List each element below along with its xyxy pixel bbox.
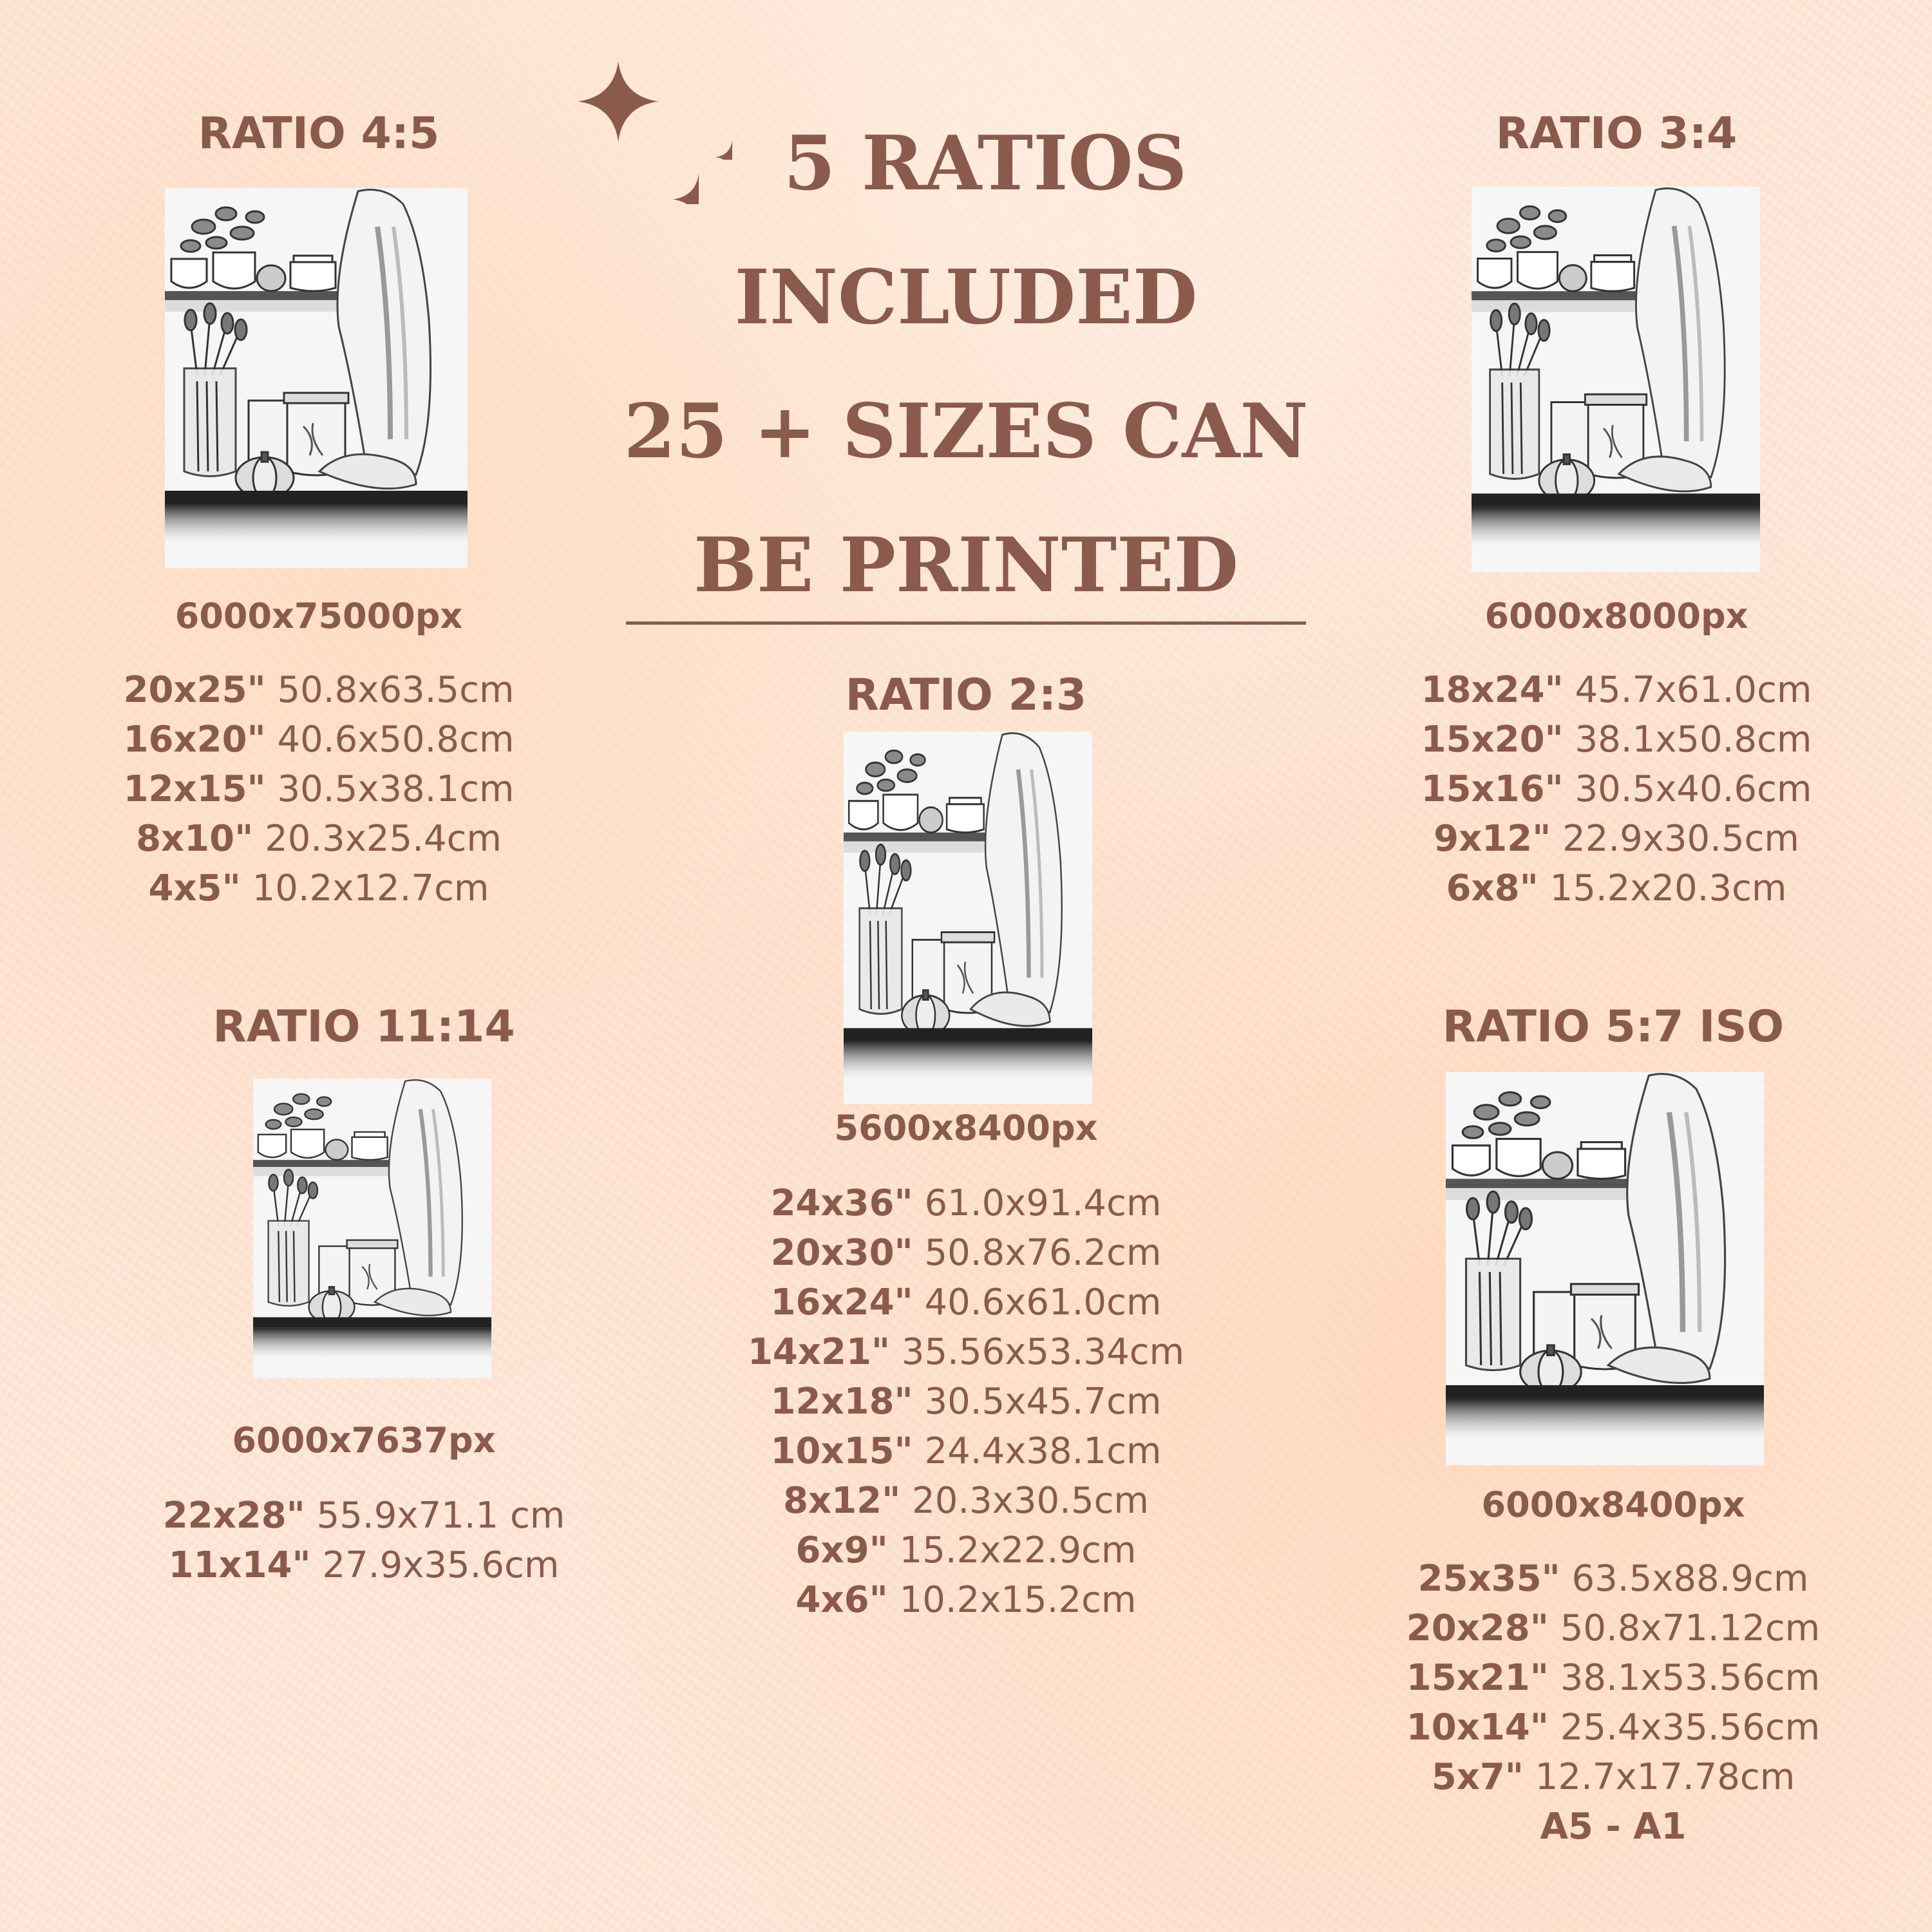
size-inches: 20x25": [123, 669, 266, 711]
ratio-11-14-title: RATIO 11:14: [213, 1001, 515, 1052]
size-inches: 6x8": [1446, 867, 1539, 909]
size-cm: 30.5x40.6cm: [1575, 768, 1812, 810]
size-cm: 35.56x53.34cm: [901, 1331, 1185, 1373]
size-row: [1356, 1554, 1871, 1604]
size-row: [61, 715, 576, 764]
size-cm: 63.5x88.9cm: [1571, 1558, 1809, 1600]
ratio-11-14-pixels: 6000x7637px: [232, 1420, 496, 1461]
artwork-preview-3-4: [1472, 187, 1760, 572]
size-cm: 27.9x35.6cm: [322, 1544, 560, 1586]
size-cm: 38.1x50.8cm: [1575, 719, 1812, 761]
headline-divider: [626, 621, 1306, 625]
size-row: [1356, 1752, 1871, 1802]
size-row: [1359, 715, 1874, 764]
ratio-4-5-size-list: [61, 665, 576, 913]
size-inches: 12x15": [123, 768, 266, 810]
size-cm: 50.8x63.5cm: [277, 669, 515, 711]
size-inches: 10x15": [770, 1430, 913, 1472]
kitchen-still-life-image: [1472, 187, 1760, 572]
size-row: [1356, 1703, 1871, 1752]
size-cm: 38.1x53.56cm: [1560, 1657, 1821, 1699]
size-inches: 15x20": [1421, 719, 1564, 761]
size-inches: 14x21": [747, 1331, 891, 1373]
size-cm: 55.9x71.1 cm: [316, 1495, 565, 1537]
size-row: [708, 1377, 1224, 1426]
artwork-preview-5-7: [1446, 1072, 1764, 1465]
ratio-4-5-title: RATIO 4:5: [198, 108, 440, 159]
size-cm: 40.6x61.0cm: [924, 1282, 1162, 1323]
size-inches: 15x16": [1421, 768, 1564, 810]
size-inches: 22x28": [162, 1495, 305, 1537]
size-inches: 8x12": [783, 1480, 901, 1522]
size-inches: 5x7": [1431, 1756, 1524, 1798]
size-cm: 50.8x76.2cm: [924, 1232, 1162, 1274]
size-cm: 30.5x38.1cm: [277, 768, 515, 810]
size-row: [1359, 814, 1874, 864]
ratio-3-4-title: RATIO 3:4: [1495, 108, 1738, 159]
size-cm: 12.7x17.78cm: [1535, 1756, 1795, 1798]
size-row: [1359, 764, 1874, 814]
size-inches: 4x6": [795, 1579, 888, 1621]
kitchen-still-life-image: [253, 1079, 491, 1378]
size-row: [1359, 864, 1874, 913]
size-row: [708, 1228, 1224, 1278]
size-cm: 40.6x50.8cm: [277, 719, 515, 761]
ratio-5-7-title: RATIO 5:7 ISO: [1442, 1001, 1785, 1052]
size-inches: 8x10": [136, 818, 254, 860]
size-inches: 11x14": [168, 1544, 311, 1586]
size-inches: 9x12": [1434, 818, 1551, 860]
ratio-11-14-size-list: [106, 1491, 621, 1590]
size-cm: 10.2x15.2cm: [899, 1579, 1137, 1621]
size-cm: 20.3x30.5cm: [912, 1480, 1149, 1522]
size-inches: 6x9": [795, 1530, 888, 1571]
size-cm: 30.5x45.7cm: [924, 1381, 1162, 1423]
headline: [605, 97, 1327, 632]
ratio-3-4-size-list: [1359, 665, 1874, 913]
headline-line-3: 25 + SIZES CAN: [623, 388, 1309, 475]
artwork-preview-4-5: [165, 188, 468, 568]
size-row: [1356, 1653, 1871, 1703]
size-inches: 10x14": [1406, 1707, 1549, 1748]
size-inches: 20x28": [1406, 1607, 1549, 1649]
size-row: [708, 1476, 1224, 1526]
size-cm: 61.0x91.4cm: [924, 1182, 1162, 1224]
size-cm: 20.3x25.4cm: [265, 818, 502, 860]
size-cm: 50.8x71.12cm: [1560, 1607, 1821, 1649]
size-row: [708, 1278, 1224, 1327]
size-row: [61, 814, 576, 864]
size-inches: 15x21": [1406, 1657, 1549, 1699]
size-inches: 16x24": [770, 1282, 913, 1323]
artwork-preview-2-3: [844, 732, 1092, 1104]
size-inches: 20x30": [770, 1232, 913, 1274]
size-cm: 25.4x35.56cm: [1560, 1707, 1821, 1748]
size-cm: 45.7x61.0cm: [1575, 669, 1812, 711]
size-cm: 22.9x30.5cm: [1562, 818, 1799, 860]
size-inches: 12x18": [770, 1381, 913, 1423]
size-inches: 18x24": [1421, 669, 1564, 711]
ratio-2-3-pixels: 5600x8400px: [834, 1108, 1098, 1148]
size-cm: 15.2x22.9cm: [899, 1530, 1137, 1571]
headline-line-1: 5 RATIOS: [783, 120, 1188, 207]
size-inches: 25x35": [1417, 1558, 1560, 1600]
size-row: [106, 1540, 621, 1590]
size-row: [61, 665, 576, 715]
ratio-5-7-size-list: [1356, 1554, 1871, 1852]
size-cm: 24.4x38.1cm: [924, 1430, 1162, 1472]
size-inches: 24x36": [770, 1182, 913, 1224]
size-cm: 10.2x12.7cm: [252, 867, 489, 909]
iso-range-label: A5 - A1: [1540, 1806, 1687, 1848]
ratio-4-5-pixels: 6000x75000px: [175, 596, 463, 636]
kitchen-still-life-image: [165, 188, 468, 568]
size-row: [708, 1526, 1224, 1575]
size-row: [61, 864, 576, 913]
size-inches: 4x5": [148, 867, 241, 909]
size-row: [1356, 1604, 1871, 1653]
kitchen-still-life-image: [844, 732, 1092, 1104]
kitchen-still-life-image: [1446, 1072, 1764, 1465]
size-row: [708, 1426, 1224, 1476]
artwork-preview-11-14: [253, 1079, 491, 1378]
headline-line-4: BE PRINTED: [693, 522, 1239, 609]
ratio-3-4-pixels: 6000x8000px: [1484, 596, 1748, 636]
size-row: [61, 764, 576, 814]
headline-line-2: INCLUDED: [734, 254, 1198, 341]
ratio-2-3-size-list: [708, 1179, 1224, 1625]
size-inches: 16x20": [123, 719, 266, 761]
ratio-5-7-pixels: 6000x8400px: [1481, 1484, 1745, 1525]
size-row: [708, 1575, 1224, 1625]
size-row: [708, 1179, 1224, 1228]
ratio-2-3-title: RATIO 2:3: [845, 670, 1087, 721]
size-cm: 15.2x20.3cm: [1549, 867, 1787, 909]
size-row: [1359, 665, 1874, 715]
size-row: [106, 1491, 621, 1540]
size-row: [708, 1327, 1224, 1377]
